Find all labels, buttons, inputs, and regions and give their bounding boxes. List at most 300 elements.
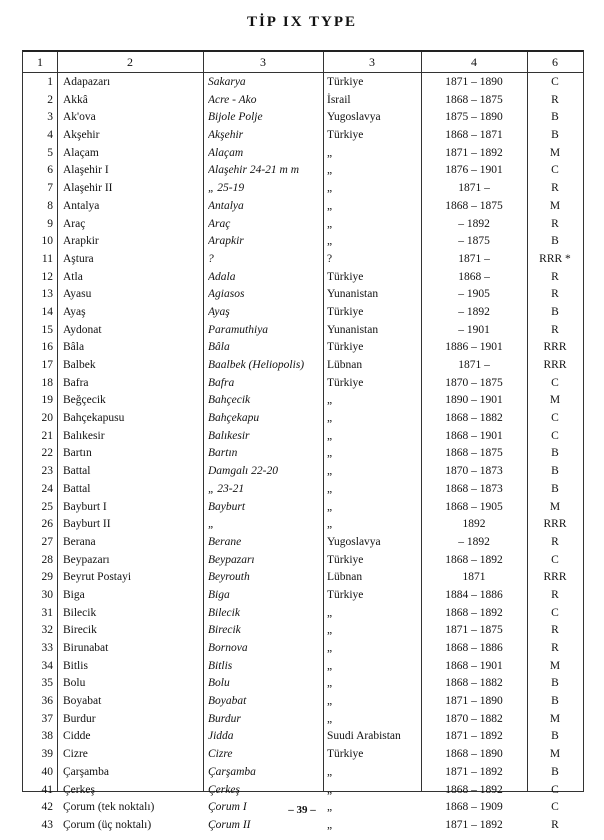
row-number-cell: 10 xyxy=(41,235,53,248)
country-cell: Suudi Arabistan xyxy=(327,730,401,743)
place-name-cell: Akkâ xyxy=(63,93,88,106)
country-cell: „ xyxy=(327,182,333,195)
place-name-cell: Balıkesir xyxy=(63,429,105,442)
row-number-cell: 16 xyxy=(41,341,53,354)
rarity-cell: RRR xyxy=(543,341,567,354)
years-used-cell: 1871 – 1892 xyxy=(445,765,503,778)
country-cell: „ xyxy=(327,429,333,442)
place-name-cell: Balbek xyxy=(63,359,96,371)
row-number-cell: 32 xyxy=(41,624,53,637)
rarity-cell: C xyxy=(551,783,559,796)
table-row xyxy=(23,817,583,835)
rarity-cell: B xyxy=(551,465,559,478)
original-name-cell: Balıkesir xyxy=(208,429,250,442)
rarity-cell: B xyxy=(551,730,559,743)
place-name-cell: Araç xyxy=(63,217,86,230)
rarity-cell: B xyxy=(551,111,559,124)
rarity-cell: C xyxy=(551,376,559,389)
rarity-cell: RRR xyxy=(543,571,567,584)
header-cell: 2 xyxy=(127,55,133,69)
country-cell: Türkiye xyxy=(327,129,364,142)
row-number-cell: 42 xyxy=(41,801,53,814)
original-name-cell: Agiasos xyxy=(208,288,245,301)
years-used-cell: – 1892 xyxy=(458,305,490,318)
row-number-cell: 27 xyxy=(41,535,53,548)
years-used-cell: 1868 – 1875 xyxy=(445,447,503,460)
years-used-cell: 1876 – 1901 xyxy=(445,164,503,177)
table-row xyxy=(23,516,583,534)
years-used-cell: 1870 – 1873 xyxy=(445,465,503,478)
table-row xyxy=(23,782,583,800)
original-name-cell: „ xyxy=(208,518,215,531)
place-name-cell: Bayburt I xyxy=(63,500,107,513)
rarity-cell: M xyxy=(549,199,561,212)
row-number-cell: 7 xyxy=(47,182,53,195)
place-name-cell: Bolu xyxy=(63,677,86,690)
country-cell: „ xyxy=(327,447,333,460)
place-name-cell: Boyabat xyxy=(63,695,102,708)
place-name-cell: Biga xyxy=(63,588,85,601)
row-number-cell: 28 xyxy=(41,553,53,566)
rarity-cell: B xyxy=(551,305,559,318)
years-used-cell: 1868 – 1886 xyxy=(445,642,503,654)
table-row xyxy=(23,269,583,287)
place-name-cell: Ayasu xyxy=(63,288,92,301)
original-name-cell: Paramuthiya xyxy=(208,323,269,336)
years-used-cell: 1868 – 1905 xyxy=(445,500,503,513)
country-cell: Yugoslavya xyxy=(327,535,381,548)
rarity-cell: M xyxy=(549,712,561,725)
original-name-cell: Akşehir xyxy=(208,129,244,142)
original-name-cell: Bahçecik xyxy=(208,394,251,407)
header-cell: 3 xyxy=(260,55,266,69)
place-name-cell: Atla xyxy=(63,270,83,283)
original-name-cell: Sakarya xyxy=(208,76,246,88)
years-used-cell: 1870 – 1882 xyxy=(445,712,503,725)
original-name-cell: Çorum I xyxy=(208,801,247,814)
original-name-cell: Damgalı 22-20 xyxy=(208,465,278,478)
table-row xyxy=(23,92,583,110)
rarity-cell: M xyxy=(549,748,561,761)
place-name-cell: Beypazarı xyxy=(63,553,110,566)
row-number-cell: 11 xyxy=(41,252,53,265)
country-cell: „ xyxy=(327,412,333,425)
original-name-cell: Çorum II xyxy=(208,818,251,831)
years-used-cell: 1868 – 1882 xyxy=(445,412,503,425)
row-number-cell: 6 xyxy=(47,164,53,177)
years-used-cell: 1868 – 1901 xyxy=(445,429,503,442)
rarity-cell: R xyxy=(551,182,559,195)
row-number-cell: 8 xyxy=(47,199,53,212)
row-number-cell: 9 xyxy=(47,217,53,230)
table-row xyxy=(23,764,583,782)
row-number-cell: 4 xyxy=(47,129,53,142)
original-name-cell: Birecik xyxy=(208,624,241,637)
row-number-cell: 37 xyxy=(41,712,53,725)
original-name-cell: Bilecik xyxy=(208,606,240,619)
table-header xyxy=(23,52,583,73)
country-cell: Lübnan xyxy=(327,571,363,584)
rarity-cell: C xyxy=(551,412,559,425)
place-name-cell: Beyrut Postayi xyxy=(63,571,132,584)
table-row xyxy=(23,109,583,127)
place-name-cell: Çorum (üç noktalı) xyxy=(63,818,152,831)
table-row xyxy=(23,357,583,375)
table-row xyxy=(23,534,583,552)
original-name-cell: Adala xyxy=(208,270,236,283)
country-cell: „ xyxy=(327,164,333,177)
row-number-cell: 41 xyxy=(41,783,53,796)
postmark-table xyxy=(22,50,584,831)
rarity-cell: R xyxy=(551,217,559,230)
original-name-cell: ? xyxy=(208,252,214,265)
country-cell: Türkiye xyxy=(327,588,364,601)
rarity-cell: C xyxy=(551,606,559,619)
table-row xyxy=(23,304,583,322)
place-name-cell: Birecik xyxy=(63,624,97,637)
table-row xyxy=(23,746,583,764)
original-name-cell: Bitlis xyxy=(208,659,233,672)
years-used-cell: 1886 – 1901 xyxy=(445,341,503,354)
years-used-cell: 1871 – 1892 xyxy=(445,730,503,743)
years-used-cell: 1871 – xyxy=(458,252,490,265)
rarity-cell: RRR xyxy=(543,518,567,531)
years-used-cell: 1892 xyxy=(462,518,486,531)
country-cell: İsrail xyxy=(327,93,351,106)
years-used-cell: 1875 – 1890 xyxy=(445,111,503,124)
place-name-cell: Battal xyxy=(63,482,91,495)
table-row xyxy=(23,145,583,163)
table-row xyxy=(23,180,583,198)
country-cell: „ xyxy=(327,482,333,495)
rarity-cell: RRR xyxy=(543,359,567,371)
table-row xyxy=(23,640,583,658)
years-used-cell: 1868 – 1892 xyxy=(445,783,503,796)
country-cell: „ xyxy=(327,659,333,672)
place-name-cell: Burdur xyxy=(63,712,96,725)
rarity-cell: R xyxy=(551,588,559,601)
country-cell: „ xyxy=(327,500,333,513)
country-cell: Yugoslavya xyxy=(327,111,381,124)
table-row xyxy=(23,622,583,640)
row-number-cell: 17 xyxy=(41,359,53,371)
country-cell: „ xyxy=(327,235,333,248)
original-name-cell: Alaçam xyxy=(208,146,244,159)
row-number-cell: 5 xyxy=(47,146,53,159)
country-cell: Yunanistan xyxy=(327,288,379,301)
original-name-cell: Antalya xyxy=(208,199,244,212)
place-name-cell: Bayburt II xyxy=(63,518,111,531)
row-number-cell: 15 xyxy=(41,323,53,336)
original-name-cell: Bâla xyxy=(208,341,230,354)
table-row xyxy=(23,605,583,623)
original-name-cell: Bartın xyxy=(208,447,238,460)
original-name-cell: Ayaş xyxy=(208,305,230,318)
place-name-cell: Bafra xyxy=(63,376,89,389)
place-name-cell: Çorum (tek noktalı) xyxy=(63,801,155,814)
rarity-cell: M xyxy=(549,500,561,513)
page-title: TİP IX TYPE xyxy=(246,14,358,30)
table-row xyxy=(23,410,583,428)
rarity-cell: R xyxy=(551,624,559,637)
table-row xyxy=(23,375,583,393)
row-number-cell: 36 xyxy=(41,695,53,708)
original-name-cell: Baalbek (Heliopolis) xyxy=(208,359,305,371)
rarity-cell: R xyxy=(551,818,559,831)
table-row xyxy=(23,552,583,570)
row-number-cell: 18 xyxy=(41,376,53,389)
rarity-cell: B xyxy=(551,235,559,248)
years-used-cell: 1868 – 1882 xyxy=(445,677,503,690)
years-used-cell: 1871 xyxy=(462,571,486,584)
original-name-cell: Çarşamba xyxy=(208,765,256,778)
original-name-cell: Araç xyxy=(208,217,231,230)
place-name-cell: Aydonat xyxy=(63,323,102,336)
years-used-cell: 1871 – 1892 xyxy=(445,818,503,831)
years-used-cell: 1868 – 1892 xyxy=(445,606,503,619)
original-name-cell: Boyabat xyxy=(208,695,247,708)
header-cell: 1 xyxy=(37,55,43,69)
place-name-cell: Battal xyxy=(63,465,91,478)
rarity-cell: R xyxy=(551,93,559,106)
country-cell: „ xyxy=(327,394,333,407)
place-name-cell: Ayaş xyxy=(63,305,86,318)
table-row xyxy=(23,127,583,145)
country-cell: „ xyxy=(327,624,333,637)
row-number-cell: 2 xyxy=(47,93,53,106)
place-name-cell: Birunabat xyxy=(63,642,109,654)
rarity-cell: C xyxy=(551,553,559,566)
row-number-cell: 14 xyxy=(41,305,53,318)
header-cell: 6 xyxy=(552,55,558,69)
years-used-cell: 1868 – xyxy=(458,270,490,283)
country-cell: „ xyxy=(327,642,333,654)
place-name-cell: Arapkir xyxy=(63,235,99,248)
years-used-cell: 1890 – 1901 xyxy=(445,394,503,407)
years-used-cell: 1868 – 1875 xyxy=(445,199,503,212)
row-number-cell: 40 xyxy=(41,765,53,778)
years-used-cell: 1868 – 1871 xyxy=(445,129,503,142)
row-number-cell: 26 xyxy=(41,518,53,531)
row-number-cell: 38 xyxy=(41,730,53,743)
table-row xyxy=(23,728,583,746)
years-used-cell: – 1901 xyxy=(458,323,490,336)
table-row xyxy=(23,286,583,304)
rarity-cell: R xyxy=(551,535,559,548)
place-name-cell: Cizre xyxy=(63,748,88,761)
years-used-cell: 1868 – 1909 xyxy=(445,801,503,814)
table-row xyxy=(23,428,583,446)
header-cell: 4 xyxy=(471,55,477,69)
original-name-cell: Alaşehir 24-21 m m xyxy=(208,164,300,177)
country-cell: Lübnan xyxy=(327,359,363,371)
country-cell: „ xyxy=(327,677,333,690)
place-name-cell: Ak'ova xyxy=(63,111,96,124)
original-name-cell: Burdur xyxy=(208,712,241,725)
country-cell: „ xyxy=(327,765,333,778)
rarity-cell: M xyxy=(549,146,561,159)
table-row xyxy=(23,198,583,216)
place-name-cell: Alaşehir I xyxy=(63,164,109,177)
table-row xyxy=(23,445,583,463)
place-name-cell: Antalya xyxy=(63,199,100,212)
rarity-cell: B xyxy=(551,447,559,460)
years-used-cell: 1868 – 1873 xyxy=(445,482,503,495)
country-cell: Türkiye xyxy=(327,341,364,354)
row-number-cell: 13 xyxy=(41,288,53,301)
country-cell: Türkiye xyxy=(327,76,364,88)
place-name-cell: Akşehir xyxy=(63,129,100,142)
country-cell: „ xyxy=(327,465,333,478)
country-cell: Türkiye xyxy=(327,305,364,318)
years-used-cell: 1871 – xyxy=(458,182,490,195)
rarity-cell: B xyxy=(551,129,559,142)
row-number-cell: 30 xyxy=(41,588,53,601)
years-used-cell: 1871 – 1890 xyxy=(445,695,503,708)
country-cell: Türkiye xyxy=(327,376,364,389)
years-used-cell: 1871 – 1875 xyxy=(445,624,503,637)
country-cell: „ xyxy=(327,783,333,796)
place-name-cell: Alaşehir II xyxy=(63,182,113,195)
row-number-cell: 21 xyxy=(41,429,53,442)
rarity-cell: R xyxy=(551,642,559,654)
row-number-cell: 12 xyxy=(41,270,53,283)
country-cell: „ xyxy=(327,217,333,230)
place-name-cell: Berana xyxy=(63,535,96,548)
row-number-cell: 43 xyxy=(41,818,53,831)
place-name-cell: Bitlis xyxy=(63,659,88,672)
rarity-cell: B xyxy=(551,765,559,778)
row-number-cell: 35 xyxy=(41,677,53,690)
rarity-cell: B xyxy=(551,482,559,495)
row-number-cell: 39 xyxy=(41,748,53,761)
table-row xyxy=(23,216,583,234)
header-cell: 3 xyxy=(369,55,375,69)
original-name-cell: Biga xyxy=(208,588,230,601)
country-cell: „ xyxy=(327,199,333,212)
country-cell: Türkiye xyxy=(327,270,364,283)
years-used-cell: 1868 – 1892 xyxy=(445,553,503,566)
place-name-cell: Adapazarı xyxy=(63,76,111,88)
row-number-cell: 20 xyxy=(41,412,53,425)
row-number-cell: 1 xyxy=(47,76,53,88)
rarity-cell: C xyxy=(551,76,559,88)
original-name-cell: Bolu xyxy=(208,677,230,690)
rarity-cell: B xyxy=(551,677,559,690)
rarity-cell: RRR * xyxy=(539,252,571,265)
original-name-cell: Berane xyxy=(208,535,242,548)
years-used-cell: – 1905 xyxy=(458,288,490,301)
row-number-cell: 31 xyxy=(41,606,53,619)
place-name-cell: Bilecik xyxy=(63,606,97,619)
place-name-cell: Bâla xyxy=(63,341,85,354)
country-cell: Türkiye xyxy=(327,553,364,566)
row-number-cell: 33 xyxy=(41,642,53,654)
original-name-cell: Jidda xyxy=(208,730,234,743)
table-row xyxy=(23,322,583,340)
table-row xyxy=(23,693,583,711)
place-name-cell: Bartın xyxy=(63,447,92,460)
country-cell: Türkiye xyxy=(327,748,364,761)
place-name-cell: Beğçecik xyxy=(63,394,106,407)
page-number: – 39 – xyxy=(288,804,316,816)
row-number-cell: 19 xyxy=(41,394,53,407)
rarity-cell: C xyxy=(551,164,559,177)
table-row xyxy=(23,251,583,269)
country-cell: „ xyxy=(327,518,333,531)
years-used-cell: 1871 – 1890 xyxy=(445,76,503,88)
rarity-cell: R xyxy=(551,323,559,336)
place-name-cell: Cidde xyxy=(63,730,91,743)
years-used-cell: 1871 – 1892 xyxy=(445,146,503,159)
row-number-cell: 3 xyxy=(47,111,53,124)
country-cell: „ xyxy=(327,695,333,708)
original-name-cell: Beyrouth xyxy=(208,571,250,584)
original-name-cell: Bayburt xyxy=(208,500,246,513)
original-name-cell: Bafra xyxy=(208,376,235,389)
country-cell: „ xyxy=(327,606,333,619)
country-cell: „ xyxy=(327,801,333,814)
row-number-cell: 25 xyxy=(41,500,53,513)
table-row xyxy=(23,711,583,729)
place-name-cell: Bahçekapusu xyxy=(63,412,125,425)
years-used-cell: 1871 – xyxy=(458,359,490,371)
row-number-cell: 34 xyxy=(41,659,53,672)
table-row xyxy=(23,499,583,517)
years-used-cell: 1870 – 1875 xyxy=(445,376,503,389)
country-cell: ? xyxy=(327,252,333,265)
rarity-cell: C xyxy=(551,429,559,442)
place-name-cell: Alaçam xyxy=(63,146,99,159)
place-name-cell: Aştura xyxy=(63,252,94,265)
years-used-cell: 1884 – 1886 xyxy=(445,588,503,601)
table-row xyxy=(23,392,583,410)
years-used-cell: 1868 – 1875 xyxy=(445,93,503,106)
original-name-cell: Beypazarı xyxy=(208,553,255,566)
row-number-cell: 23 xyxy=(41,465,53,478)
table-row xyxy=(23,675,583,693)
original-name-cell: „ 25-19 xyxy=(208,182,245,195)
table-row xyxy=(23,569,583,587)
original-name-cell: Bahçekapu xyxy=(208,412,260,425)
table-row xyxy=(23,481,583,499)
rarity-cell: M xyxy=(549,659,561,672)
years-used-cell: – 1875 xyxy=(458,235,490,248)
rarity-cell: C xyxy=(551,801,559,814)
table-row xyxy=(23,463,583,481)
table-body xyxy=(23,74,583,835)
table-row xyxy=(23,658,583,676)
place-name-cell: Çarşamba xyxy=(63,765,109,778)
original-name-cell: Bornova xyxy=(208,642,248,654)
years-used-cell: 1868 – 1890 xyxy=(445,748,503,761)
rarity-cell: R xyxy=(551,270,559,283)
table-row xyxy=(23,162,583,180)
original-name-cell: Cizre xyxy=(208,748,233,761)
place-name-cell: Çerkeş xyxy=(63,783,95,796)
years-used-cell: – 1892 xyxy=(458,535,490,548)
table-row xyxy=(23,339,583,357)
original-name-cell: Bijole Polje xyxy=(208,111,263,124)
row-number-cell: 29 xyxy=(41,571,53,584)
country-cell: Yunanistan xyxy=(327,323,379,336)
table-row xyxy=(23,74,583,92)
rarity-cell: R xyxy=(551,288,559,301)
country-cell: „ xyxy=(327,818,333,831)
years-used-cell: 1868 – 1901 xyxy=(445,659,503,672)
table-row xyxy=(23,233,583,251)
original-name-cell: Çerkeş xyxy=(208,783,240,796)
